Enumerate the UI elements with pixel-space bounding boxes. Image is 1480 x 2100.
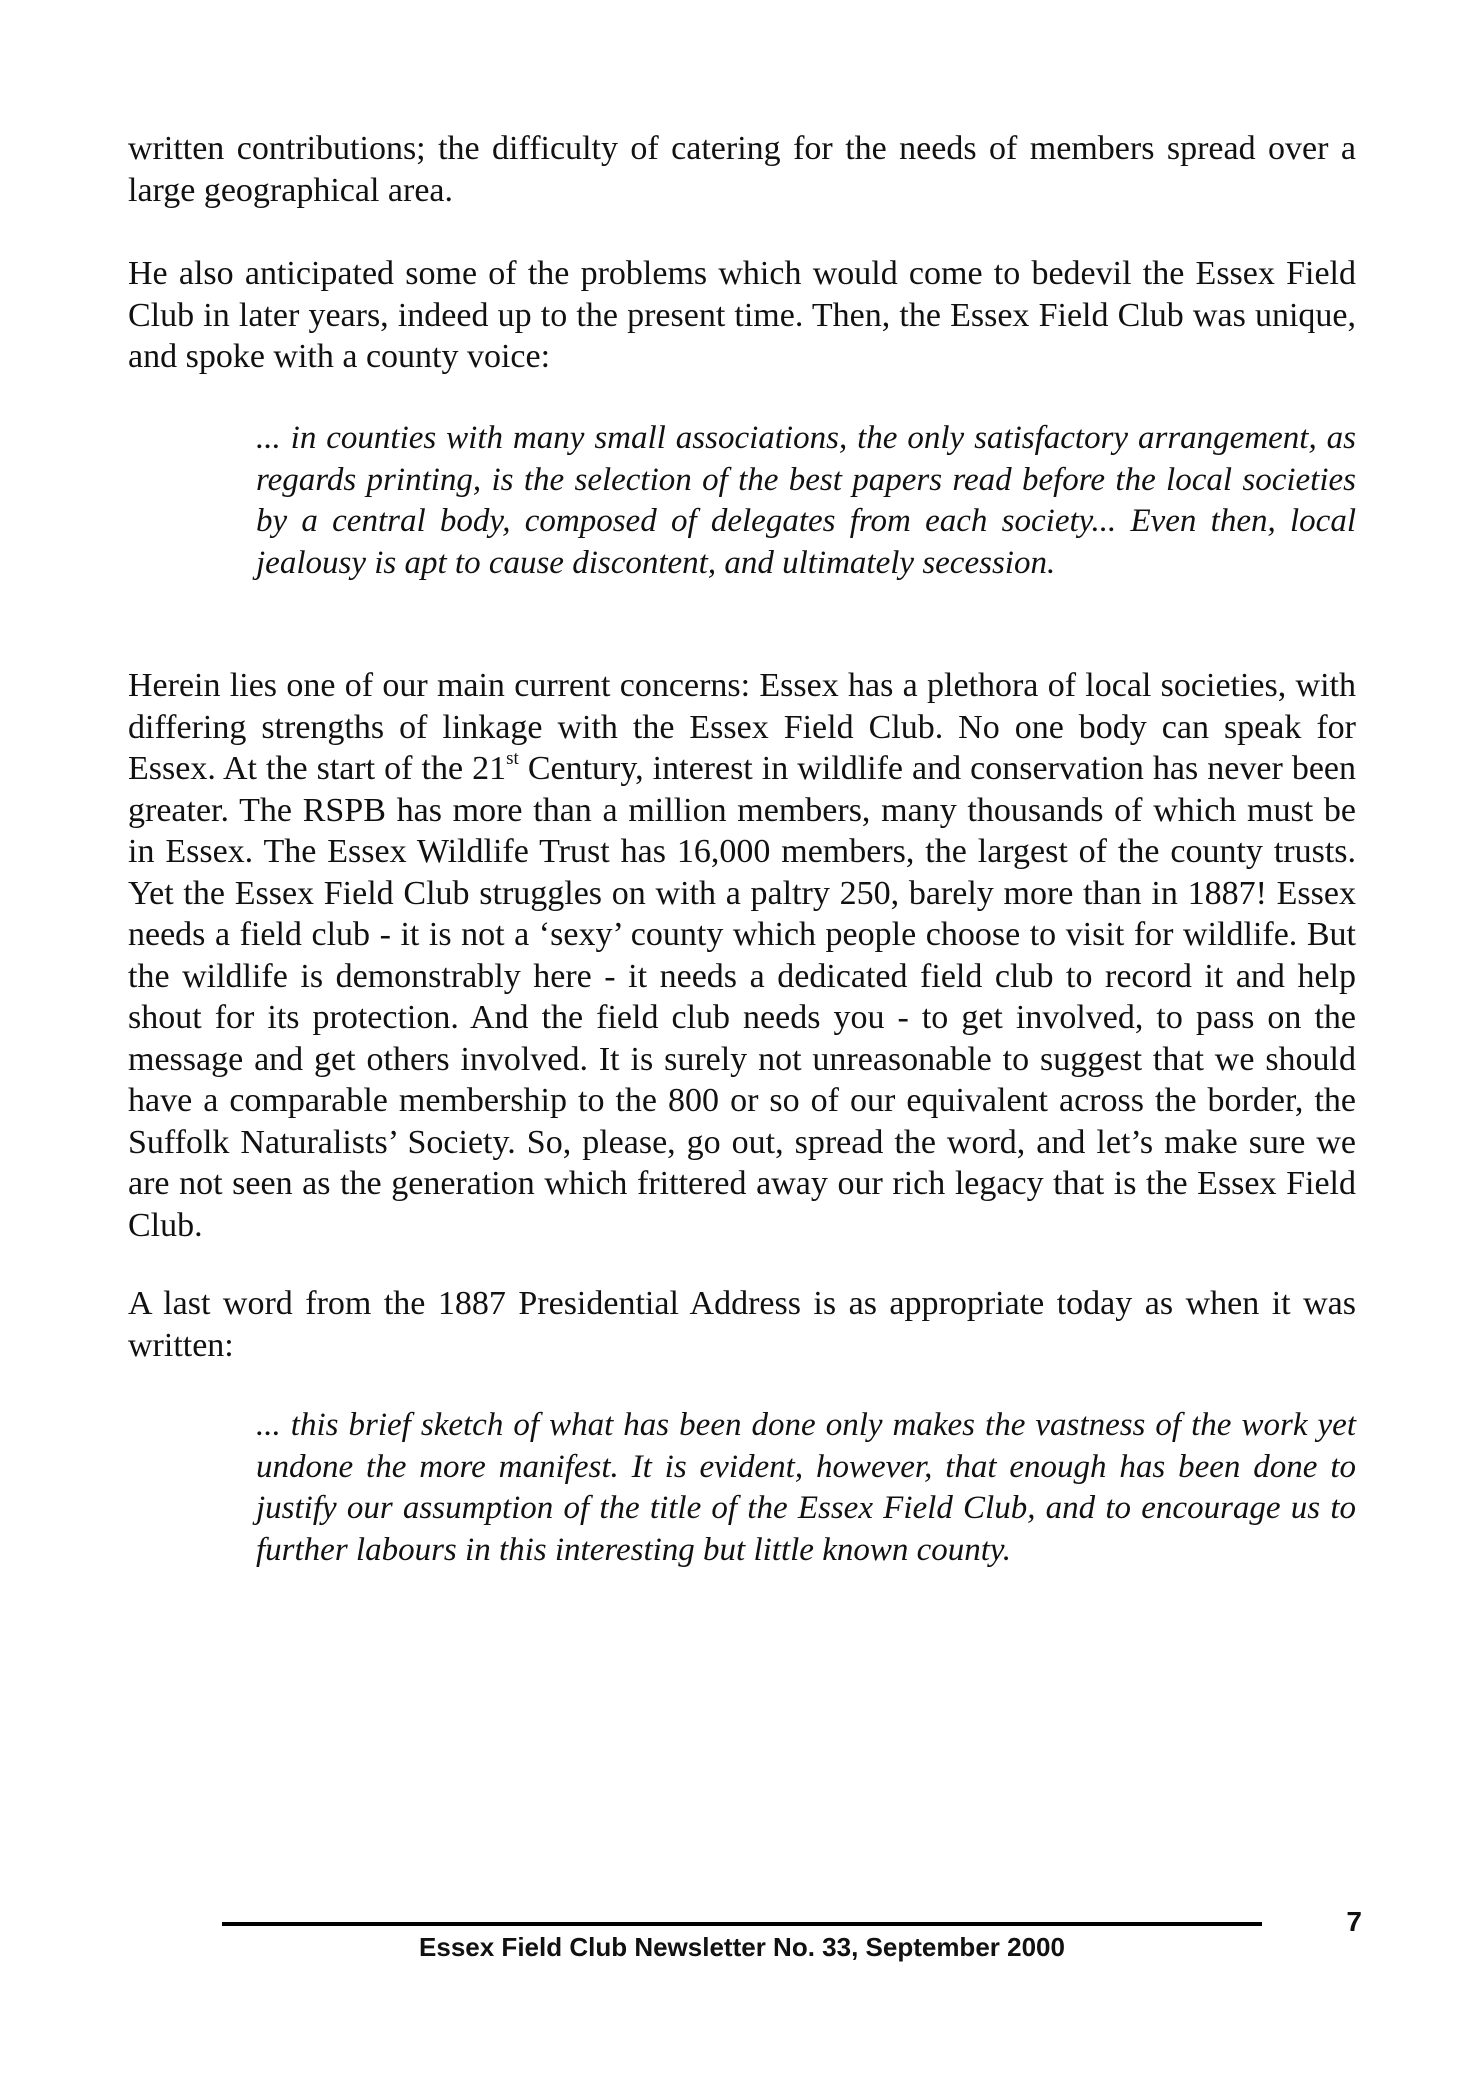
paragraph-4: A last word from the 1887 Presidential Address is as appropriate today as when it was written: — [128, 1285, 1356, 1364]
paragraph-2: He also anticipated some of the problems which would come to bedevil the Essex Field Club in later years, indeed up to the present time. Then, the Essex Field Club was unique, and spoke with a county voice: — [128, 255, 1356, 375]
footer-publication: Essex Field Club Newsletter No. 33, September 2000 — [419, 1932, 1065, 1962]
ordinal-superscript: st — [506, 748, 519, 769]
quotation-1: ... in counties with many small associations, the only satisfactory arrangement, as regards printing, is the selection of the best papers read before the local societies by a central body, composed of delegates from each society... Even then, local jealousy is apt to cause discontent, and ultimately secession. — [256, 420, 1356, 581]
quotation-2: ... this brief sketch of what has been done only makes the vastness of the work yet undone the more manifest. It is evident, however, that enough has been done to justify our assumption of the title of the Essex Field Club, and to encourage us to further labours in this interesting but little known county. — [256, 1407, 1356, 1568]
footer-rule — [222, 1922, 1262, 1926]
paragraph-3-part-2: Century, interest in wildlife and conservation has never been greater. The RSPB has more than a million members, many thousands of which must be in Essex. The Essex Wildlife Trust has 16,000 members, the largest of the county trusts. Yet the Essex Field Club struggles on with a paltry 250, barely more than in 1887! Essex needs a field club - it is not a ‘sexy’ county which people choose to visit for wildlife. But the wildlife is demonstrably here - it needs a dedicated field club to record it and help shout for its protection. And the field club needs you - to get involved, to pass on the message and get others involved. It is surely not unreasonable to suggest that we should have a comparable membership to the 800 or so of our equivalent across the border, the Suffolk Naturalists’ Society. So, please, go out, spread the word, and let’s make sure we are not seen as the generation which frittered away our rich legacy that is the Essex Field Club. — [128, 750, 1357, 1244]
page-number: 7 — [1346, 1906, 1362, 1937]
paragraph-3 — [128, 665, 1356, 1246]
paragraph-1: written contributions; the difficulty of catering for the needs of members spread over a large geographical area. — [128, 130, 1356, 209]
paragraph-3-part-1: Herein lies one of our main current concerns: Essex has a plethora of local societies, with differing strengths of linkage with the Essex Field Club. No one body can speak for Essex. At the start of the 21 — [128, 667, 1356, 787]
